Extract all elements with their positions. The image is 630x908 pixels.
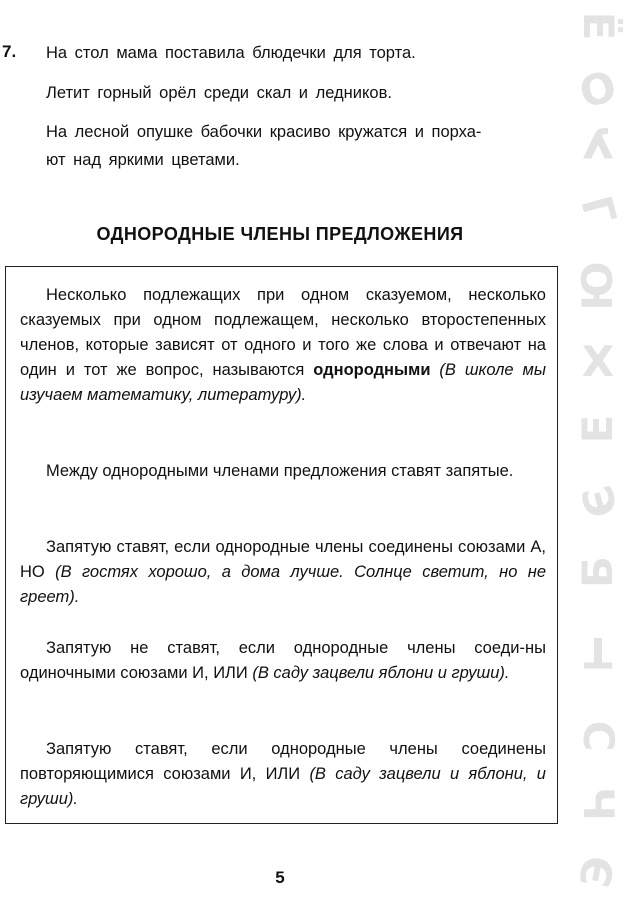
alphabet-letter: Ю xyxy=(573,261,622,311)
rule-p5-example: (В саду зацвели и яблони, и груши). xyxy=(20,765,546,808)
exercise-line-1: На стол мама поставила блюдечки для торта. xyxy=(46,44,416,62)
rule-box xyxy=(5,266,558,824)
rule-paragraph-4 xyxy=(20,636,546,686)
alphabet-letter: Т xyxy=(583,628,613,677)
rule-paragraph-2 xyxy=(20,459,546,484)
section-heading: ОДНОРОДНЫЕ ЧЛЕНЫ ПРЕДЛОЖЕНИЯ xyxy=(96,224,464,244)
exercise-number: 7. xyxy=(2,42,17,61)
alphabet-letter: Э xyxy=(570,480,627,524)
rule-p5-text: Запятую ставят, если однородные члены соединены повторяющимися союзами И, ИЛИ xyxy=(20,740,546,783)
alphabet-letter: О xyxy=(574,61,622,118)
rule-p3-text: Запятую ставят, если однородные члены соединены союзами А, НО xyxy=(20,538,546,581)
rule-p1-text: Несколько подлежащих при одном сказуемом, несколько сказуемых при одном подлежащем, несколько второстепенных членов, которые зависят от одного и того же слова и отвечают на один и тот же вопрос, называются xyxy=(20,286,546,379)
alphabet-letter: Г xyxy=(571,190,626,230)
alphabet-letter: Ё xyxy=(574,11,623,41)
page-number: 5 xyxy=(275,868,285,887)
alphabet-letter: Б xyxy=(573,556,622,589)
rule-p1-example: (В школе мы изучаем математику, литературу). xyxy=(20,361,546,404)
exercise-line-3: На лесной опушке бабочки красиво кружатся и порха- xyxy=(46,123,482,141)
alphabet-letter: Х xyxy=(581,337,615,386)
alphabet-letter: У xyxy=(581,118,615,167)
rule-paragraph-3 xyxy=(20,535,546,610)
rule-p4-text: Запятую не ставят, если однородные члены соеди-ны одиночными союзами И, ИЛИ xyxy=(20,639,546,682)
rule-p1-bold-term: однородными xyxy=(313,361,431,379)
alphabet-letter: Е xyxy=(573,414,622,444)
alphabet-letter: Ч xyxy=(574,787,623,821)
exercise-line-4: ют над яркими цветами. xyxy=(46,151,240,169)
rule-p4-example: (В саду зацвели яблони и груши). xyxy=(252,664,510,682)
alphabet-letter: С xyxy=(574,720,623,752)
rule-p3-example: (В гостях хорошо, а дома лучше. Солнце светит, но не греет). xyxy=(20,563,546,606)
rule-p2-text: Между однородными членами предложения ставят запятые. xyxy=(46,462,514,480)
exercise-line-2: Летит горный орёл среди скал и ледников. xyxy=(46,84,392,102)
decorative-alphabet-strip xyxy=(566,0,630,907)
rule-paragraph-1 xyxy=(20,283,546,408)
rule-paragraph-5 xyxy=(20,737,546,812)
alphabet-letter: Э xyxy=(570,852,625,892)
